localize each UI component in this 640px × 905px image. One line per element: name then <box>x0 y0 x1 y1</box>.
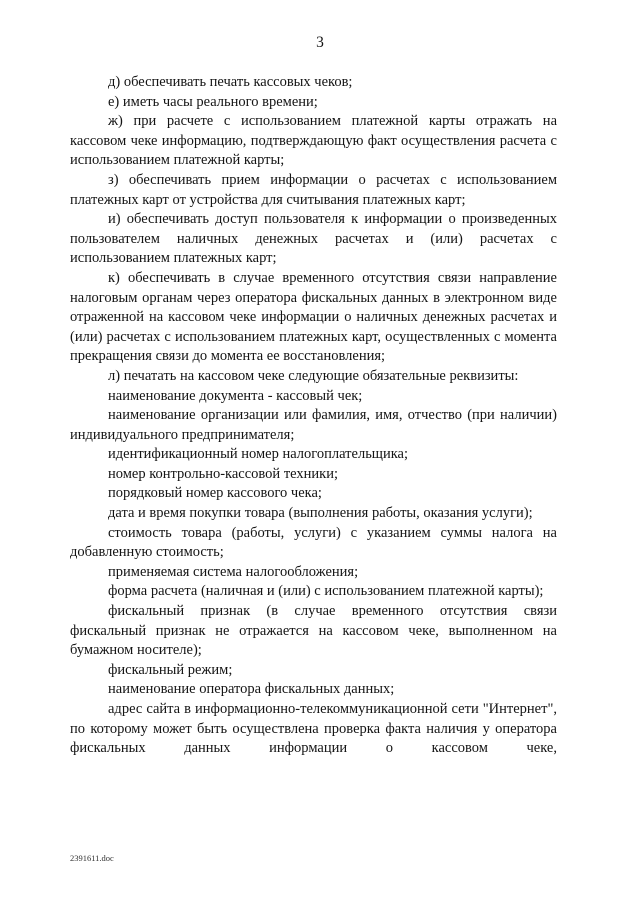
document-body <box>70 73 557 759</box>
paragraph-l: л) печатать на кассовом чеке следующие обязательные реквизиты: <box>108 367 519 384</box>
paragraph-e: е) иметь часы реального времени; <box>108 93 318 110</box>
paragraph-i: и) обеспечивать доступ пользователя к информации о произведенных пользователем наличных денежных расчетах и (или) расчетах с использованием платежных карт; <box>70 211 557 267</box>
page-number: 3 <box>316 34 324 51</box>
requisite-fiscal-mode: фискальный режим; <box>108 661 233 678</box>
requisite-payment-form: форма расчета (наличная и (или) с использованием платежной карты); <box>108 583 544 600</box>
requisite-website-address: адрес сайта в информационно-телекоммуникационной сети "Интернет", по которому может быть осуществлена проверка факта наличия у оператора фискальных данных информации о кассовом чеке, <box>70 701 557 757</box>
requisite-cost-with-vat: стоимость товара (работы, услуги) с указанием суммы налога на добавленную стоимость; <box>70 524 557 561</box>
requisite-fiscal-operator: наименование оператора фискальных данных; <box>108 681 395 698</box>
requisite-tax-system: применяемая система налогообложения; <box>108 563 359 580</box>
paragraph-d: д) обеспечивать печать кассовых чеков; <box>108 74 353 90</box>
footer-document-code: 2391611.doc <box>70 853 114 863</box>
requisite-cash-register-number: номер контрольно-кассовой техники; <box>108 465 338 482</box>
requisite-fiscal-sign: фискальный признак (в случае временного отсутствия связи фискальный признак не отражается на кассовом чеке, выполненном на бумажном носителе); <box>70 603 557 659</box>
paragraph-k: к) обеспечивать в случае временного отсутствия связи направление налоговым органам через оператора фискальных данных в электронном виде отраженной на кассовом чеке информации о наличных денежных расчетах и (или) расчетах с использованием платежных карт, осуществленных с момента прекращения связи до момента ее восстановления; <box>70 269 557 365</box>
paragraph-z: з) обеспечивать прием информации о расчетах с использованием платежных карт от устройства для считывания платежных карт; <box>70 171 557 208</box>
requisite-purchase-datetime: дата и время покупки товара (выполнения работы, оказания услуги); <box>108 505 533 522</box>
requisite-organization-name: наименование организации или фамилия, имя, отчество (при наличии) индивидуального предпринимателя; <box>70 407 557 443</box>
requisite-document-name: наименование документа - кассовый чек; <box>108 387 363 404</box>
paragraph-zh: ж) при расчете с использованием платежной карты отражать на кассовом чеке информацию, подтверждающую факт осуществления расчета с использованием платежной карты; <box>70 113 557 169</box>
requisite-taxpayer-id: идентификационный номер налогоплательщика; <box>108 446 409 463</box>
requisite-receipt-number: порядковый номер кассового чека; <box>108 485 322 502</box>
